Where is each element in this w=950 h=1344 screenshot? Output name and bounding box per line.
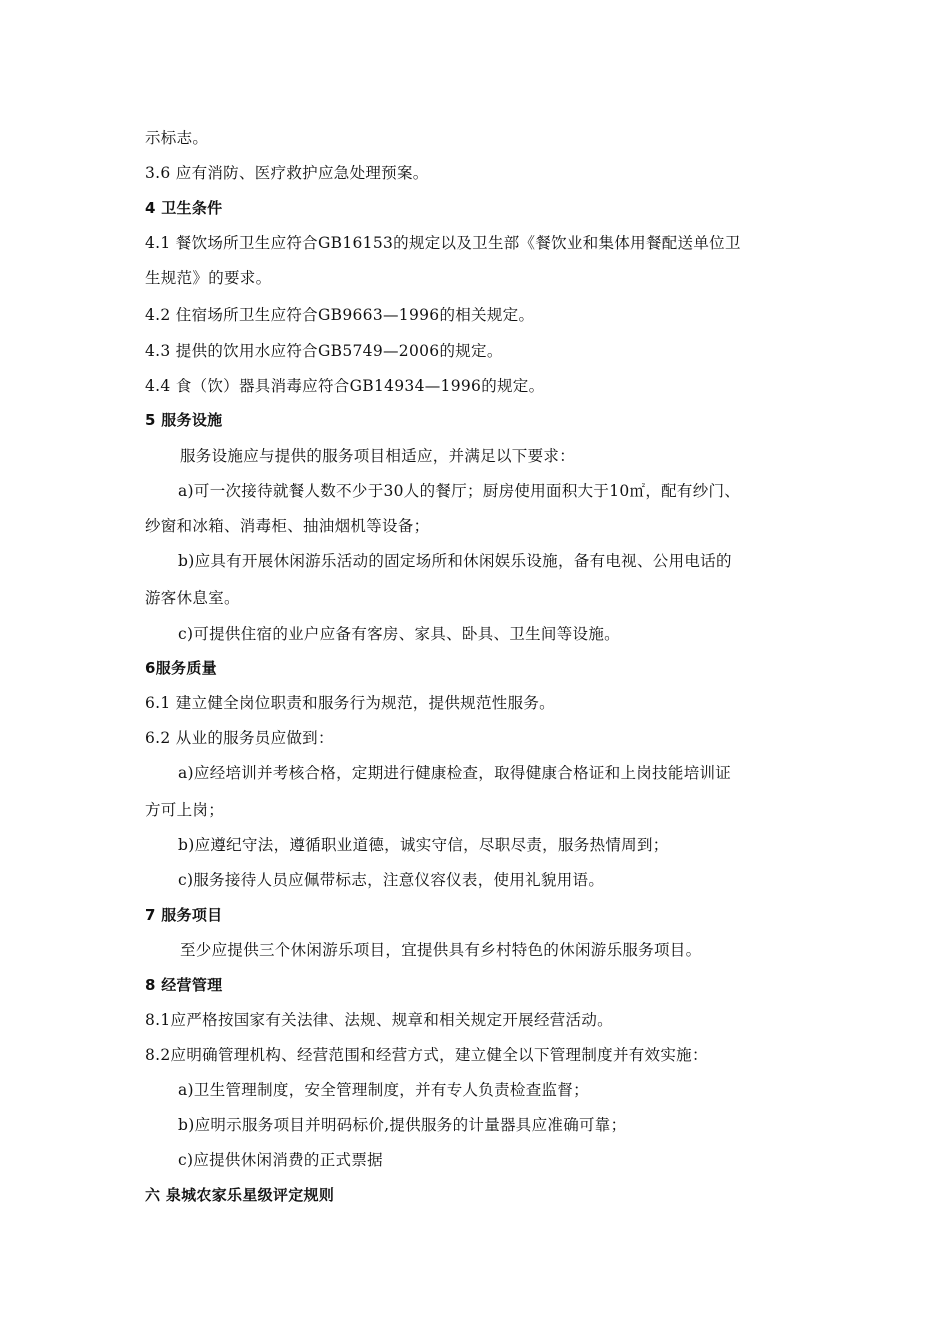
clause-6-1: 6.1 建立健全岗位职责和服务行为规范，提供规范性服务。 bbox=[145, 694, 555, 712]
section-heading-4: 4 卫生条件 bbox=[145, 199, 223, 217]
item-6-a-continued: 方可上岗； bbox=[145, 801, 225, 819]
clause-4-1: 4.1 餐饮场所卫生应符合GB16153的规定以及卫生部《餐饮业和集体用餐配送单位卫 bbox=[145, 234, 741, 252]
paragraph-continuation: 示标志。 bbox=[145, 129, 209, 147]
item-8-b: b)应明示服务项目并明码标价,提供服务的计量器具应准确可靠； bbox=[178, 1116, 627, 1134]
item-6-c: c)服务接待人员应佩带标志，注意仪容仪表，使用礼貌用语。 bbox=[178, 871, 605, 889]
item-5-a: a)可一次接待就餐人数不少于30人的餐厅；厨房使用面积大于10㎡，配有纱门、 bbox=[178, 482, 741, 500]
section-5-intro: 服务设施应与提供的服务项目相适应，并满足以下要求： bbox=[180, 447, 576, 465]
section-7-text: 至少应提供三个休闲游乐项目，宜提供具有乡村特色的休闲游乐服务项目。 bbox=[180, 941, 702, 959]
item-6-a: a)应经培训并考核合格，定期进行健康检查，取得健康合格证和上岗技能培训证 bbox=[178, 764, 732, 782]
clause-8-2: 8.2应明确管理机构、经营范围和经营方式，建立健全以下管理制度并有效实施： bbox=[145, 1046, 708, 1064]
clause-4-1-continued: 生规范》的要求。 bbox=[145, 269, 272, 287]
clause-8-1: 8.1应严格按国家有关法律、法规、规章和相关规定开展经营活动。 bbox=[145, 1011, 613, 1029]
item-6-b: b)应遵纪守法，遵循职业道德，诚实守信，尽职尽责，服务热情周到； bbox=[178, 836, 669, 854]
item-5-c: c)可提供住宿的业户应备有客房、家具、卧具、卫生间等设施。 bbox=[178, 625, 620, 643]
item-5-b-continued: 游客休息室。 bbox=[145, 589, 240, 607]
section-heading-8: 8 经营管理 bbox=[145, 976, 223, 994]
clause-4-3: 4.3 提供的饮用水应符合GB5749—2006的规定。 bbox=[145, 342, 503, 360]
item-5-b: b)应具有开展休闲游乐活动的固定场所和休闲娱乐设施，备有电视、公用电话的 bbox=[178, 552, 732, 570]
clause-6-2: 6.2 从业的服务员应做到： bbox=[145, 729, 334, 747]
item-8-a: a)卫生管理制度，安全管理制度，并有专人负责检查监督； bbox=[178, 1081, 589, 1099]
clause-4-2: 4.2 住宿场所卫生应符合GB9663—1996的相关规定。 bbox=[145, 306, 535, 324]
section-heading-6: 6服务质量 bbox=[145, 659, 217, 677]
clause-4-4: 4.4 食（饮）器具消毒应符合GB14934—1996的规定。 bbox=[145, 377, 545, 395]
item-8-c: c)应提供休闲消费的正式票据 bbox=[178, 1151, 383, 1169]
item-5-a-continued: 纱窗和冰箱、消毒柜、抽油烟机等设备； bbox=[145, 517, 430, 535]
section-heading-5: 5 服务设施 bbox=[145, 411, 223, 429]
chapter-heading-6: 六 泉城农家乐星级评定规则 bbox=[145, 1186, 335, 1204]
section-heading-7: 7 服务项目 bbox=[145, 906, 223, 924]
clause-3-6: 3.6 应有消防、医疗救护应急处理预案。 bbox=[145, 164, 429, 182]
